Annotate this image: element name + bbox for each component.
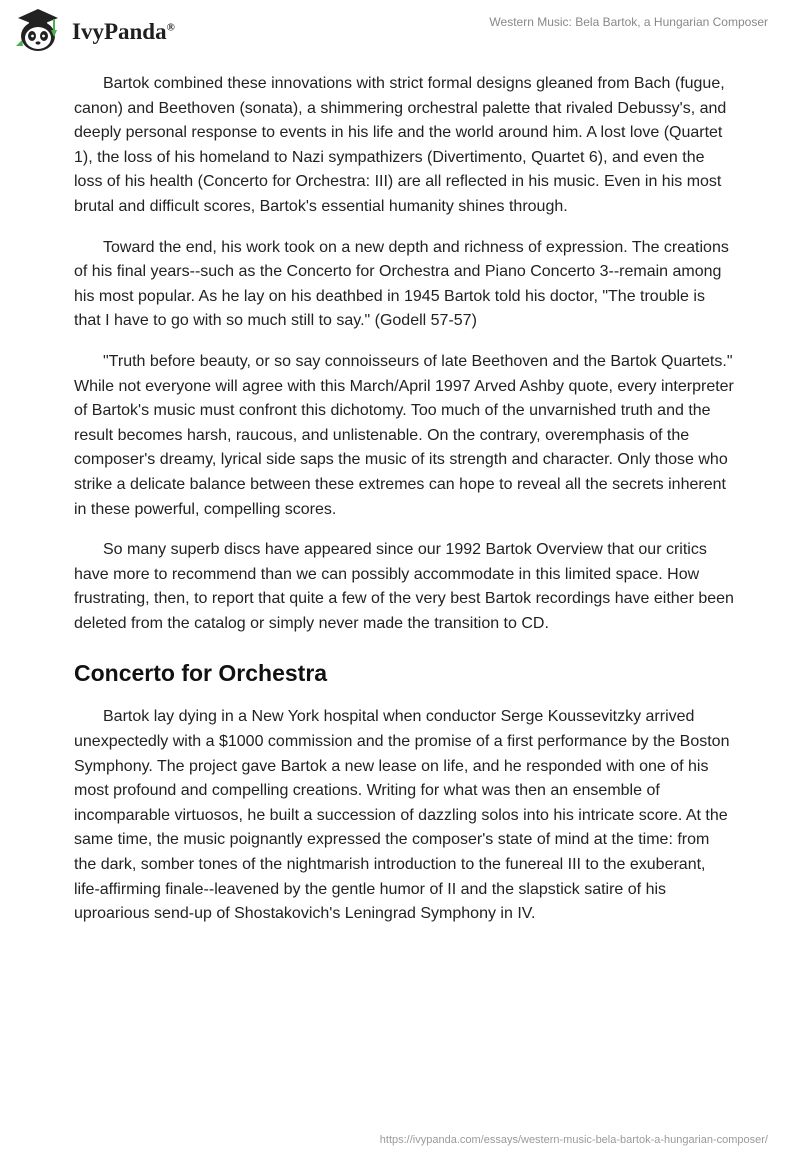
source-url[interactable]: https://ivypanda.com/essays/western-music-bela-bartok-a-hungarian-composer/ (379, 1134, 768, 1146)
essay-body (74, 72, 734, 943)
paragraph: Bartok combined these innovations with strict formal designs gleaned from Bach (fugue, canon) and Beethoven (sonata), a shimmering orchestral palette that rivaled Debussy's, and deeply personal response to events in his life and the world around him. A lost love (Quartet 1), the loss of his homeland to Nazi sympathizers (Divertimento, Quartet 6), and even the loss of his health (Concerto for Orchestra: III) are all reflected in his music. Even in his most brutal and difficult scores, Bartok's essential humanity shines through. (74, 75, 727, 215)
brand-name: IvyPanda® (72, 19, 175, 44)
paragraph: "Truth before beauty, or so say connoisseurs of late Beethoven and the Bartok Quartets." While not everyone will agree with this March/April 1997 Arved Ashby quote, every interpreter of Bartok's music must confront this dichotomy. Too much of the unvarnished truth and the result becomes harsh, raucous, and unlistenable. On the contrary, overemphasis of the composer's dreamy, lyrical side saps the music of its strength and character. Only those who strike a delicate balance between these extremes can hope to reveal all the secrets inherent in these powerful, compelling scores. (74, 352, 734, 518)
paragraph: Toward the end, his work took on a new depth and richness of expression. The creations of his final years--such as the Concerto for Orchestra and Piano Concerto 3--remain among his most popular. As he lay on his deathbed in 1945 Bartok told his doctor, "The trouble is that I have to go with so much still to say." (Godell 57-57) (74, 238, 729, 330)
panda-graduate-icon (14, 6, 64, 59)
page-header (0, 0, 800, 70)
paragraph: So many superb discs have appeared since our 1992 Bartok Overview that our critics have more to recommend than we can possibly accommodate in this limited space. How frustrating, then, to report that quite a few of the very best Bartok recordings have either been deleted from the catalog or simply never made the transition to CD. (74, 541, 734, 632)
ivypanda-logo[interactable] (14, 8, 175, 56)
document-title: Western Music: Bela Bartok, a Hungarian Composer (489, 15, 768, 29)
section-heading: Concerto for Orchestra (74, 660, 328, 687)
paragraph: Bartok lay dying in a New York hospital when conductor Serge Koussevitzky arrived unexpectedly with a $1000 commission and the promise of a first performance by the Boston Symphony. The project gave Bartok a new lease on life, and he responded with one of his most profound and compelling creations. Writing for what was then an ensemble of incomparable virtuosos, he built a succession of dazzling solos into his intricate score. At the same time, the music poignantly expressed the composer's state of mind at the time: from the dark, somber tones of the nightmarish introduction to the funereal III to the exuberant, life-affirming finale--leavened by the gentle humor of II and the slapstick satire of his uproarious send-up of Shostakovich's Leningrad Symphony in IV. (74, 708, 730, 923)
